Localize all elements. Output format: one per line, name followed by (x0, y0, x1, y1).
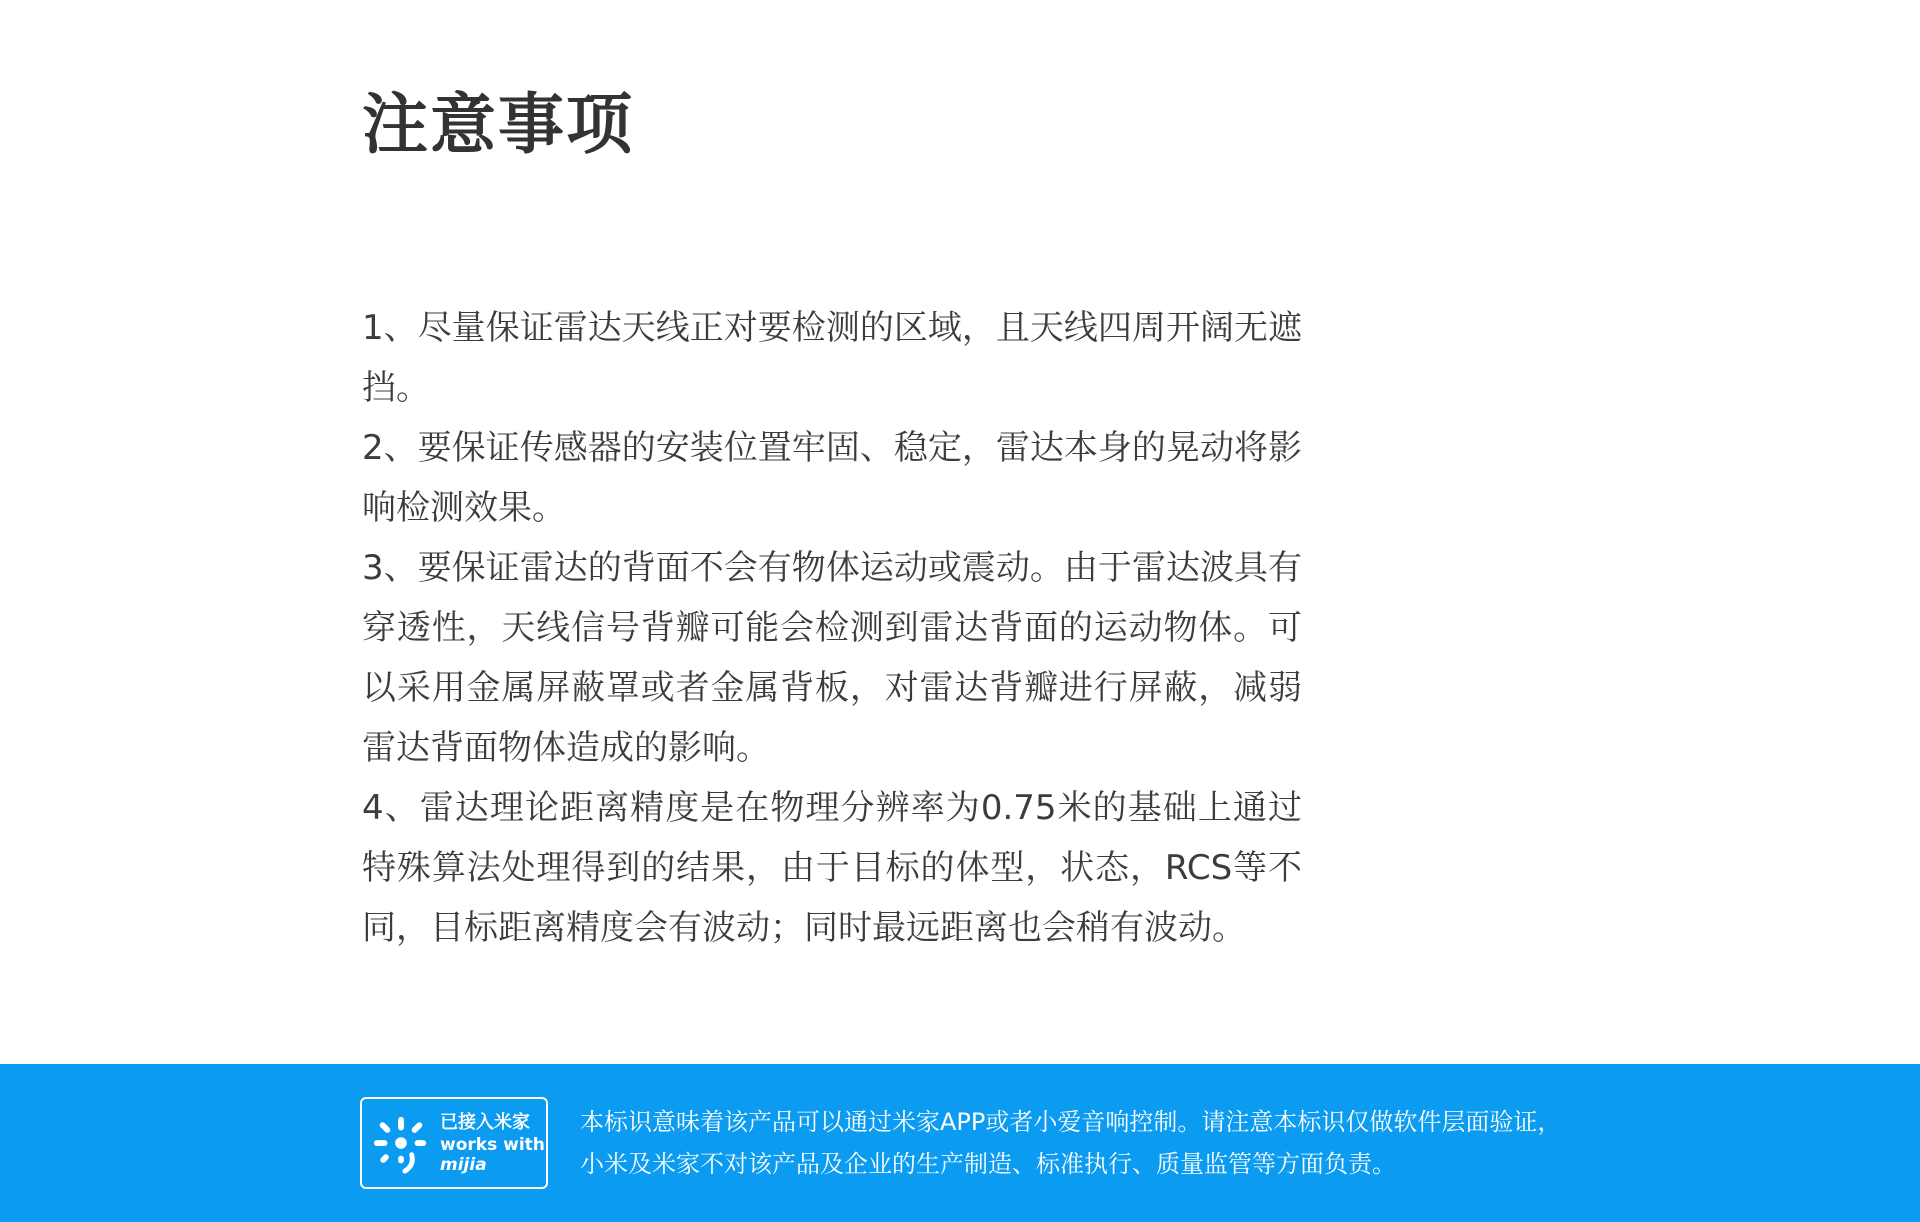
note-item-3: 3、要保证雷达的背面不会有物体运动或震动。由于雷达波具有穿透性，天线信号背瓣可能会检测到雷达背面的运动物体。可以采用金属屏蔽罩或者金属背板，对雷达背瓣进行屏蔽，减弱雷达背面物体造成的影响。 (362, 548, 1302, 768)
notes-section (362, 80, 1302, 958)
page-title: 注意事项 (362, 86, 634, 163)
badge-text (440, 1111, 545, 1175)
badge-label-cn: 已接入米家 (440, 1112, 530, 1133)
note-item-1: 1、尽量保证雷达天线正对要检测的区域，且天线四周开阔无遮挡。 (362, 308, 1302, 408)
note-item-2: 2、要保证传感器的安装位置牢固、稳定，雷达本身的晃动将影响检测效果。 (362, 428, 1302, 528)
mijia-burst-icon (370, 1113, 432, 1175)
mijia-footer-banner (0, 1064, 1920, 1222)
badge-label-brand: mijia (440, 1155, 487, 1175)
badge-label-en: works with (440, 1135, 545, 1155)
mijia-disclaimer-text: 本标识意味着该产品可以通过米家APP或者小爱音响控制。请注意本标识仅做软件层面验证，小米及米家不对该产品及企业的生产制造、标准执行、质量监管等方面负责。 (580, 1108, 1562, 1178)
works-with-mijia-badge (360, 1097, 548, 1189)
note-item-4: 4、雷达理论距离精度是在物理分辨率为0.75米的基础上通过特殊算法处理得到的结果，由于目标的体型，状态，RCS等不同，目标距离精度会有波动；同时最远距离也会稍有波动。 (362, 788, 1302, 948)
notes-list (362, 298, 1302, 958)
